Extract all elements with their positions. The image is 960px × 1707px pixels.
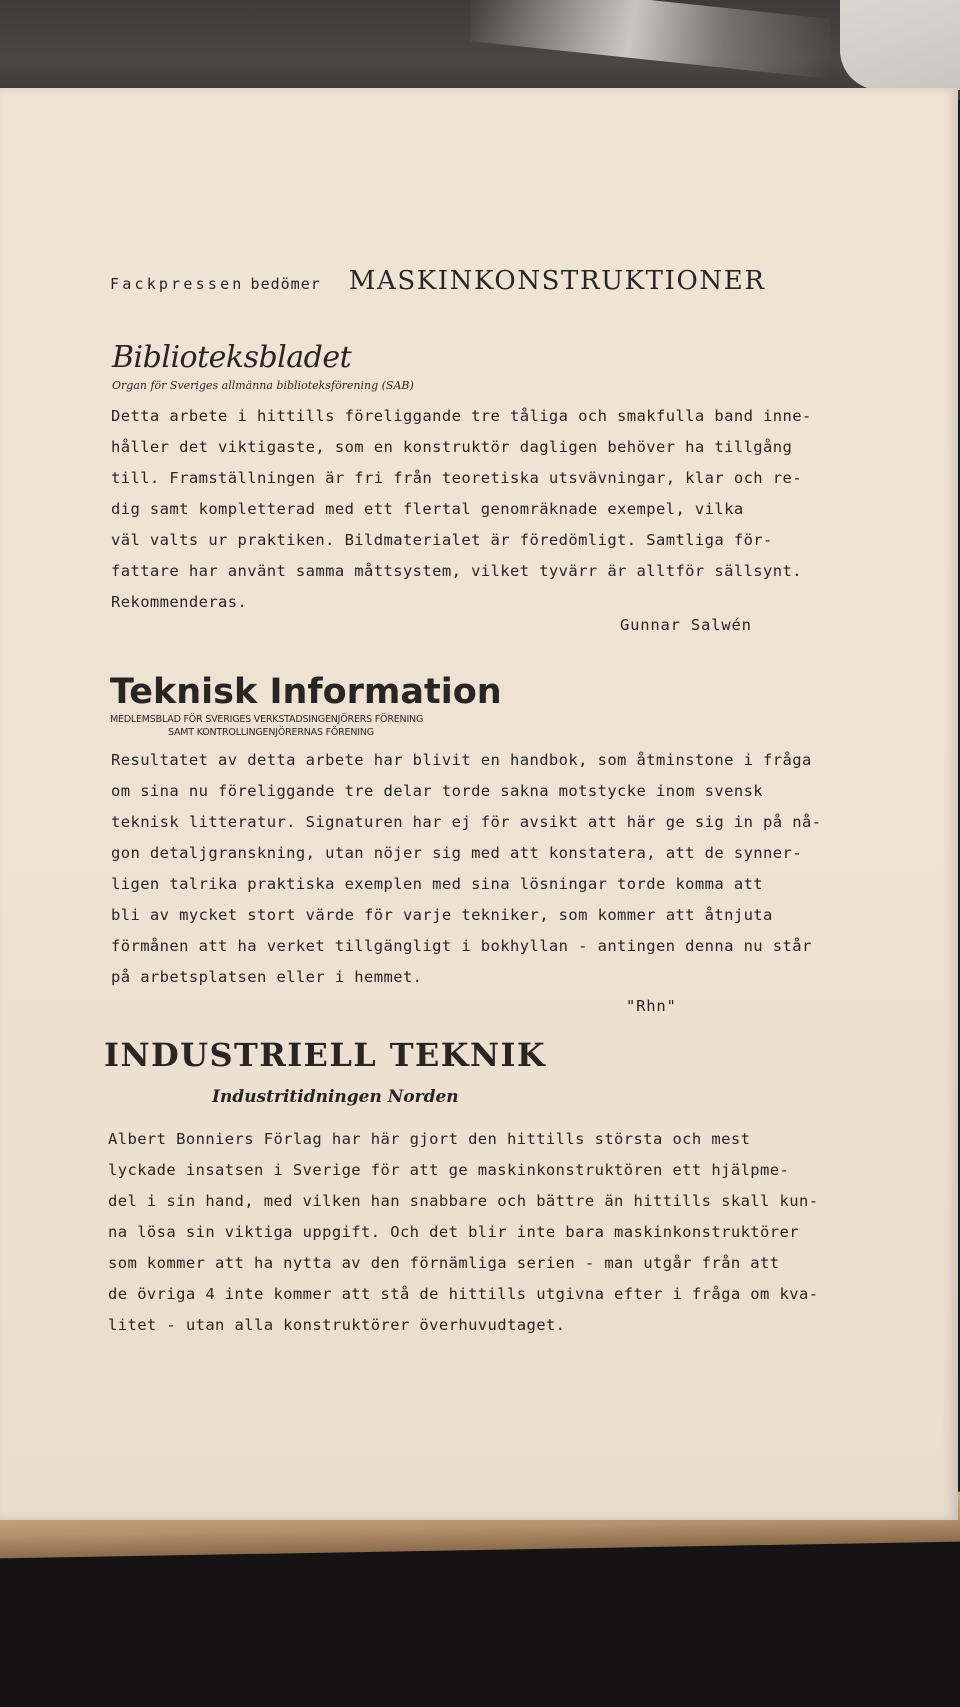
review-2-signature: "Rhn" [626, 997, 677, 1015]
review-3-publication: INDUSTRIELL TEKNIK [104, 1036, 547, 1074]
header-lead: Fackpressen [110, 275, 245, 293]
review-2-line: gon detaljgranskning, utan nöjer sig med att konstatera, att de synner- [111, 844, 802, 862]
review-2-line: bli av mycket stort värde för varje tekniker, som kommer att åtnjuta [111, 906, 773, 924]
review-3-line: na lösa sin viktiga uppgift. Och det blir inte bara maskinkonstruktörer [108, 1223, 799, 1241]
review-2-subtitle-line-1: MEDLEMSBLAD FÖR SVERIGES VERKSTADSINGENJÖRERS FÖRENING [110, 714, 424, 725]
review-2-line: ligen talrika praktiska exemplen med sina lösningar torde komma att [111, 875, 764, 893]
review-3-line: de övriga 4 inte kommer att stå de hittills utgivna efter i fråga om kva- [108, 1285, 819, 1303]
review-1-line: Rekommenderas. [111, 593, 248, 611]
review-2-subtitle-line-2: SAMT KONTROLLINGENJÖRERNAS FÖRENING [168, 727, 374, 738]
review-2-line: teknisk litteratur. Signaturen har ej för avsikt att här ge sig in på nå- [111, 813, 822, 831]
review-1-body [111, 401, 812, 618]
review-1-line: till. Framställningen är fri från teoretiska utsvävningar, klar och re- [111, 469, 802, 487]
review-3-line: litet - utan alla konstruktörer överhuvudtaget. [108, 1316, 566, 1334]
review-3-subtitle: Industritidningen Norden [212, 1087, 459, 1107]
review-1-publication: Biblioteksbladet [112, 340, 352, 375]
review-1-line: väl valts ur praktiken. Bildmaterialet är föredömligt. Samtliga för- [111, 531, 773, 549]
header-book-title: MASKINKONSTRUKTIONER [348, 266, 766, 296]
review-3-line: lyckade insatsen i Sverige för att ge maskinkonstruktören ett hjälpme- [108, 1161, 790, 1179]
header-verb: bedömer [250, 275, 321, 293]
review-2-line: om sina nu föreliggande tre delar torde sakna motstycke inom svensk [111, 782, 764, 800]
review-2-body [111, 745, 821, 993]
review-1-signature: Gunnar Salwén [620, 616, 752, 634]
review-1-line: Detta arbete i hittills föreliggande tre tåliga och smakfulla band inne- [111, 407, 812, 425]
review-2-line: förmånen att ha verket tillgängligt i bokhyllan - antingen denna nu står [111, 937, 812, 955]
review-2-line: på arbetsplatsen eller i hemmet. [111, 968, 423, 986]
review-3-body [108, 1124, 818, 1341]
review-3-line: Albert Bonniers Förlag har här gjort den hittills största och mest [108, 1130, 751, 1148]
review-2-line: Resultatet av detta arbete har blivit en handbok, som åtminstone i fråga [111, 751, 812, 769]
review-1-line: håller det viktigaste, som en konstruktör dagligen behöver ha tillgång [111, 438, 793, 456]
review-1-subtitle: Organ för Sveriges allmänna biblioteksförening (SAB) [112, 379, 414, 392]
review-1-line: dig samt kompletterad med ett flertal genomräknade exempel, vilka [111, 500, 744, 518]
page-header [110, 266, 766, 296]
review-3-line: del i sin hand, med vilken han snabbare och bättre än hittills skall kun- [108, 1192, 819, 1210]
review-1-line: fattare har använt samma måttsystem, vilket tyvärr är alltför sällsynt. [111, 562, 802, 580]
review-3-line: som kommer att ha nytta av den förnämliga serien - man utgår från att [108, 1254, 780, 1272]
review-2-publication: Teknisk Information [110, 672, 502, 712]
